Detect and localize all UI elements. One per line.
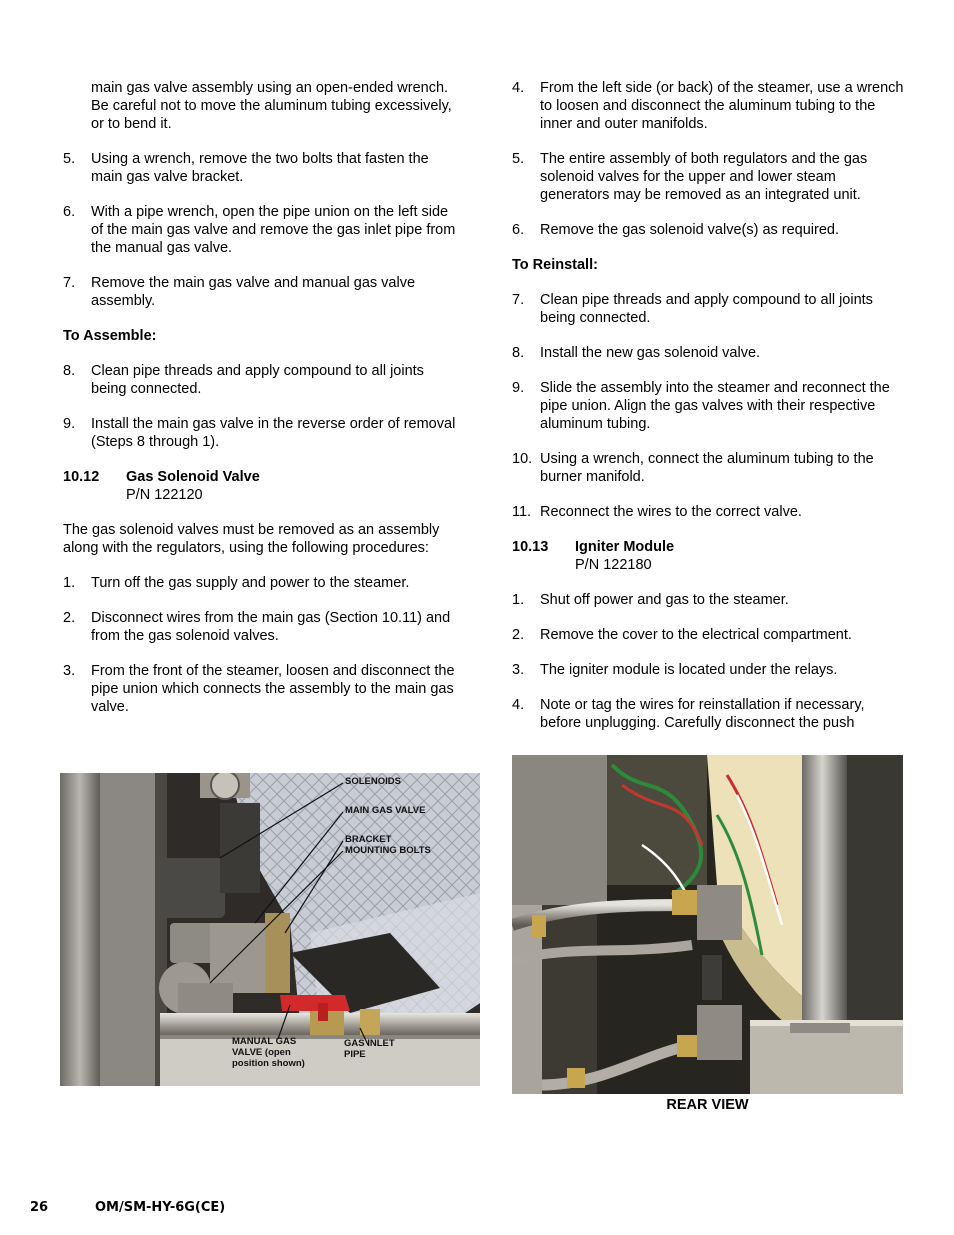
step-text: From the front of the steamer, loosen and disconnect the pipe union which connects the assembly to the main gas valve.	[91, 663, 455, 715]
step-item	[63, 574, 463, 592]
step-number: 6.	[63, 204, 76, 220]
step-text: Clean pipe threads and apply compound to all joints being connected.	[540, 292, 873, 326]
step-number: 9.	[512, 380, 525, 396]
left-column	[63, 79, 463, 733]
step-item	[63, 609, 463, 645]
label-solenoids: SOLENOIDS	[345, 776, 401, 787]
step-list	[512, 79, 907, 239]
label-manual-gas-valve: MANUAL GAS VALVE (open position shown)	[232, 1036, 305, 1069]
step-list	[63, 574, 463, 716]
step-item	[512, 150, 907, 204]
step-text: Install the new gas solenoid valve.	[540, 345, 761, 361]
assemble-heading: To Assemble:	[63, 328, 157, 344]
step-list	[63, 150, 463, 310]
step-number: 11.	[512, 504, 532, 520]
label-bracket-mounting-bolts: BRACKET MOUNTING BOLTS	[345, 834, 431, 856]
step-item	[512, 379, 907, 433]
step-text: Reconnect the wires to the correct valve.	[540, 504, 802, 520]
step-number: 6.	[512, 222, 525, 238]
step-item	[63, 662, 463, 716]
step-item	[512, 291, 907, 327]
step-item	[63, 203, 463, 257]
step-text: Turn off the gas supply and power to the steamer.	[91, 575, 410, 591]
step-item	[512, 221, 907, 239]
step-item	[512, 591, 907, 609]
step-text: Install the main gas valve in the reverse order of removal (Steps 8 through 1).	[91, 416, 456, 450]
step-number: 5.	[63, 151, 76, 167]
step-item	[63, 415, 463, 451]
step-text: Remove the gas solenoid valve(s) as required.	[540, 222, 840, 238]
step-number: 3.	[512, 662, 525, 678]
section-heading	[512, 538, 907, 574]
step-item	[512, 79, 907, 133]
step-number: 4.	[512, 697, 525, 713]
part-number: P/N 122120	[126, 487, 203, 503]
step-number: 8.	[63, 363, 76, 379]
step-text: Note or tag the wires for reinstallation if necessary, before unplugging. Carefully disconnect the push	[540, 697, 865, 731]
reinstall-heading: To Reinstall:	[512, 257, 598, 273]
step-text: The entire assembly of both regulators and the gas solenoid valves for the upper and lower steam generators may be removed as an integrated unit.	[540, 151, 868, 203]
step-item	[512, 344, 907, 362]
step-text: Remove the cover to the electrical compartment.	[540, 627, 852, 643]
step-number: 1.	[512, 592, 525, 608]
section-title: Igniter Module	[575, 539, 675, 555]
step-text: Remove the main gas valve and manual gas valve assembly.	[91, 275, 416, 309]
step-item	[512, 626, 907, 644]
section-number: 10.12	[63, 469, 100, 485]
rear-view-photo	[512, 755, 903, 1094]
step-item	[512, 450, 907, 486]
step-text: With a pipe wrench, open the pipe union on the left side of the main gas valve and remove the gas inlet pipe from the manual gas valve.	[91, 204, 456, 256]
photo-caption: REAR VIEW	[666, 1097, 749, 1113]
step-number: 7.	[512, 292, 525, 308]
step-item	[63, 362, 463, 398]
right-column	[512, 79, 907, 749]
document-code: OM/SM-HY-6G(CE)	[95, 1200, 226, 1215]
step-number: 3.	[63, 663, 76, 679]
step-number: 4.	[512, 80, 525, 96]
section-number: 10.13	[512, 539, 549, 555]
step-text: Using a wrench, remove the two bolts that fasten the main gas valve bracket.	[91, 151, 429, 185]
page-number: 26	[30, 1200, 49, 1215]
step-list	[512, 291, 907, 521]
step-list	[512, 591, 907, 732]
step-number: 1.	[63, 575, 76, 591]
step-number: 2.	[63, 610, 76, 626]
photo-illustration	[512, 755, 903, 1094]
step-number: 8.	[512, 345, 525, 361]
step-list	[63, 362, 463, 451]
step-number: 7.	[63, 275, 76, 291]
label-main-gas-valve: MAIN GAS VALVE	[345, 805, 426, 816]
step-text: Slide the assembly into the steamer and reconnect the pipe union. Align the gas valves with their respective aluminum tubing.	[540, 380, 890, 432]
step-text: Disconnect wires from the main gas (Section 10.11) and from the gas solenoid valves.	[91, 610, 451, 644]
step-item	[63, 274, 463, 310]
step-text: Shut off power and gas to the steamer.	[540, 592, 789, 608]
step-number: 5.	[512, 151, 525, 167]
step-number: 10.	[512, 451, 533, 467]
step-item	[512, 661, 907, 679]
step-text: From the left side (or back) of the steamer, use a wrench to loosen and disconnect the aluminum tubing to the inner and outer manifolds.	[540, 80, 904, 132]
intro-paragraph: The gas solenoid valves must be removed as an assembly along with the regulators, using the following procedures:	[63, 522, 440, 556]
step-number: 9.	[63, 416, 76, 432]
main-gas-valve-photo	[60, 773, 480, 1086]
step-item	[63, 150, 463, 186]
step-item	[512, 503, 907, 521]
part-number: P/N 122180	[575, 557, 652, 573]
step-number: 2.	[512, 627, 525, 643]
step-item	[512, 696, 907, 732]
section-title: Gas Solenoid Valve	[126, 469, 260, 485]
continuation-text: main gas valve assembly using an open-ended wrench. Be careful not to move the aluminum tubing excessively, or to bend it.	[91, 80, 452, 132]
step-text: The igniter module is located under the relays.	[540, 662, 838, 678]
step-text: Using a wrench, connect the aluminum tubing to the burner manifold.	[540, 451, 874, 485]
label-gas-inlet-pipe: GAS INLET PIPE	[344, 1038, 395, 1060]
section-heading	[63, 468, 463, 504]
step-text: Clean pipe threads and apply compound to all joints being connected.	[91, 363, 424, 397]
